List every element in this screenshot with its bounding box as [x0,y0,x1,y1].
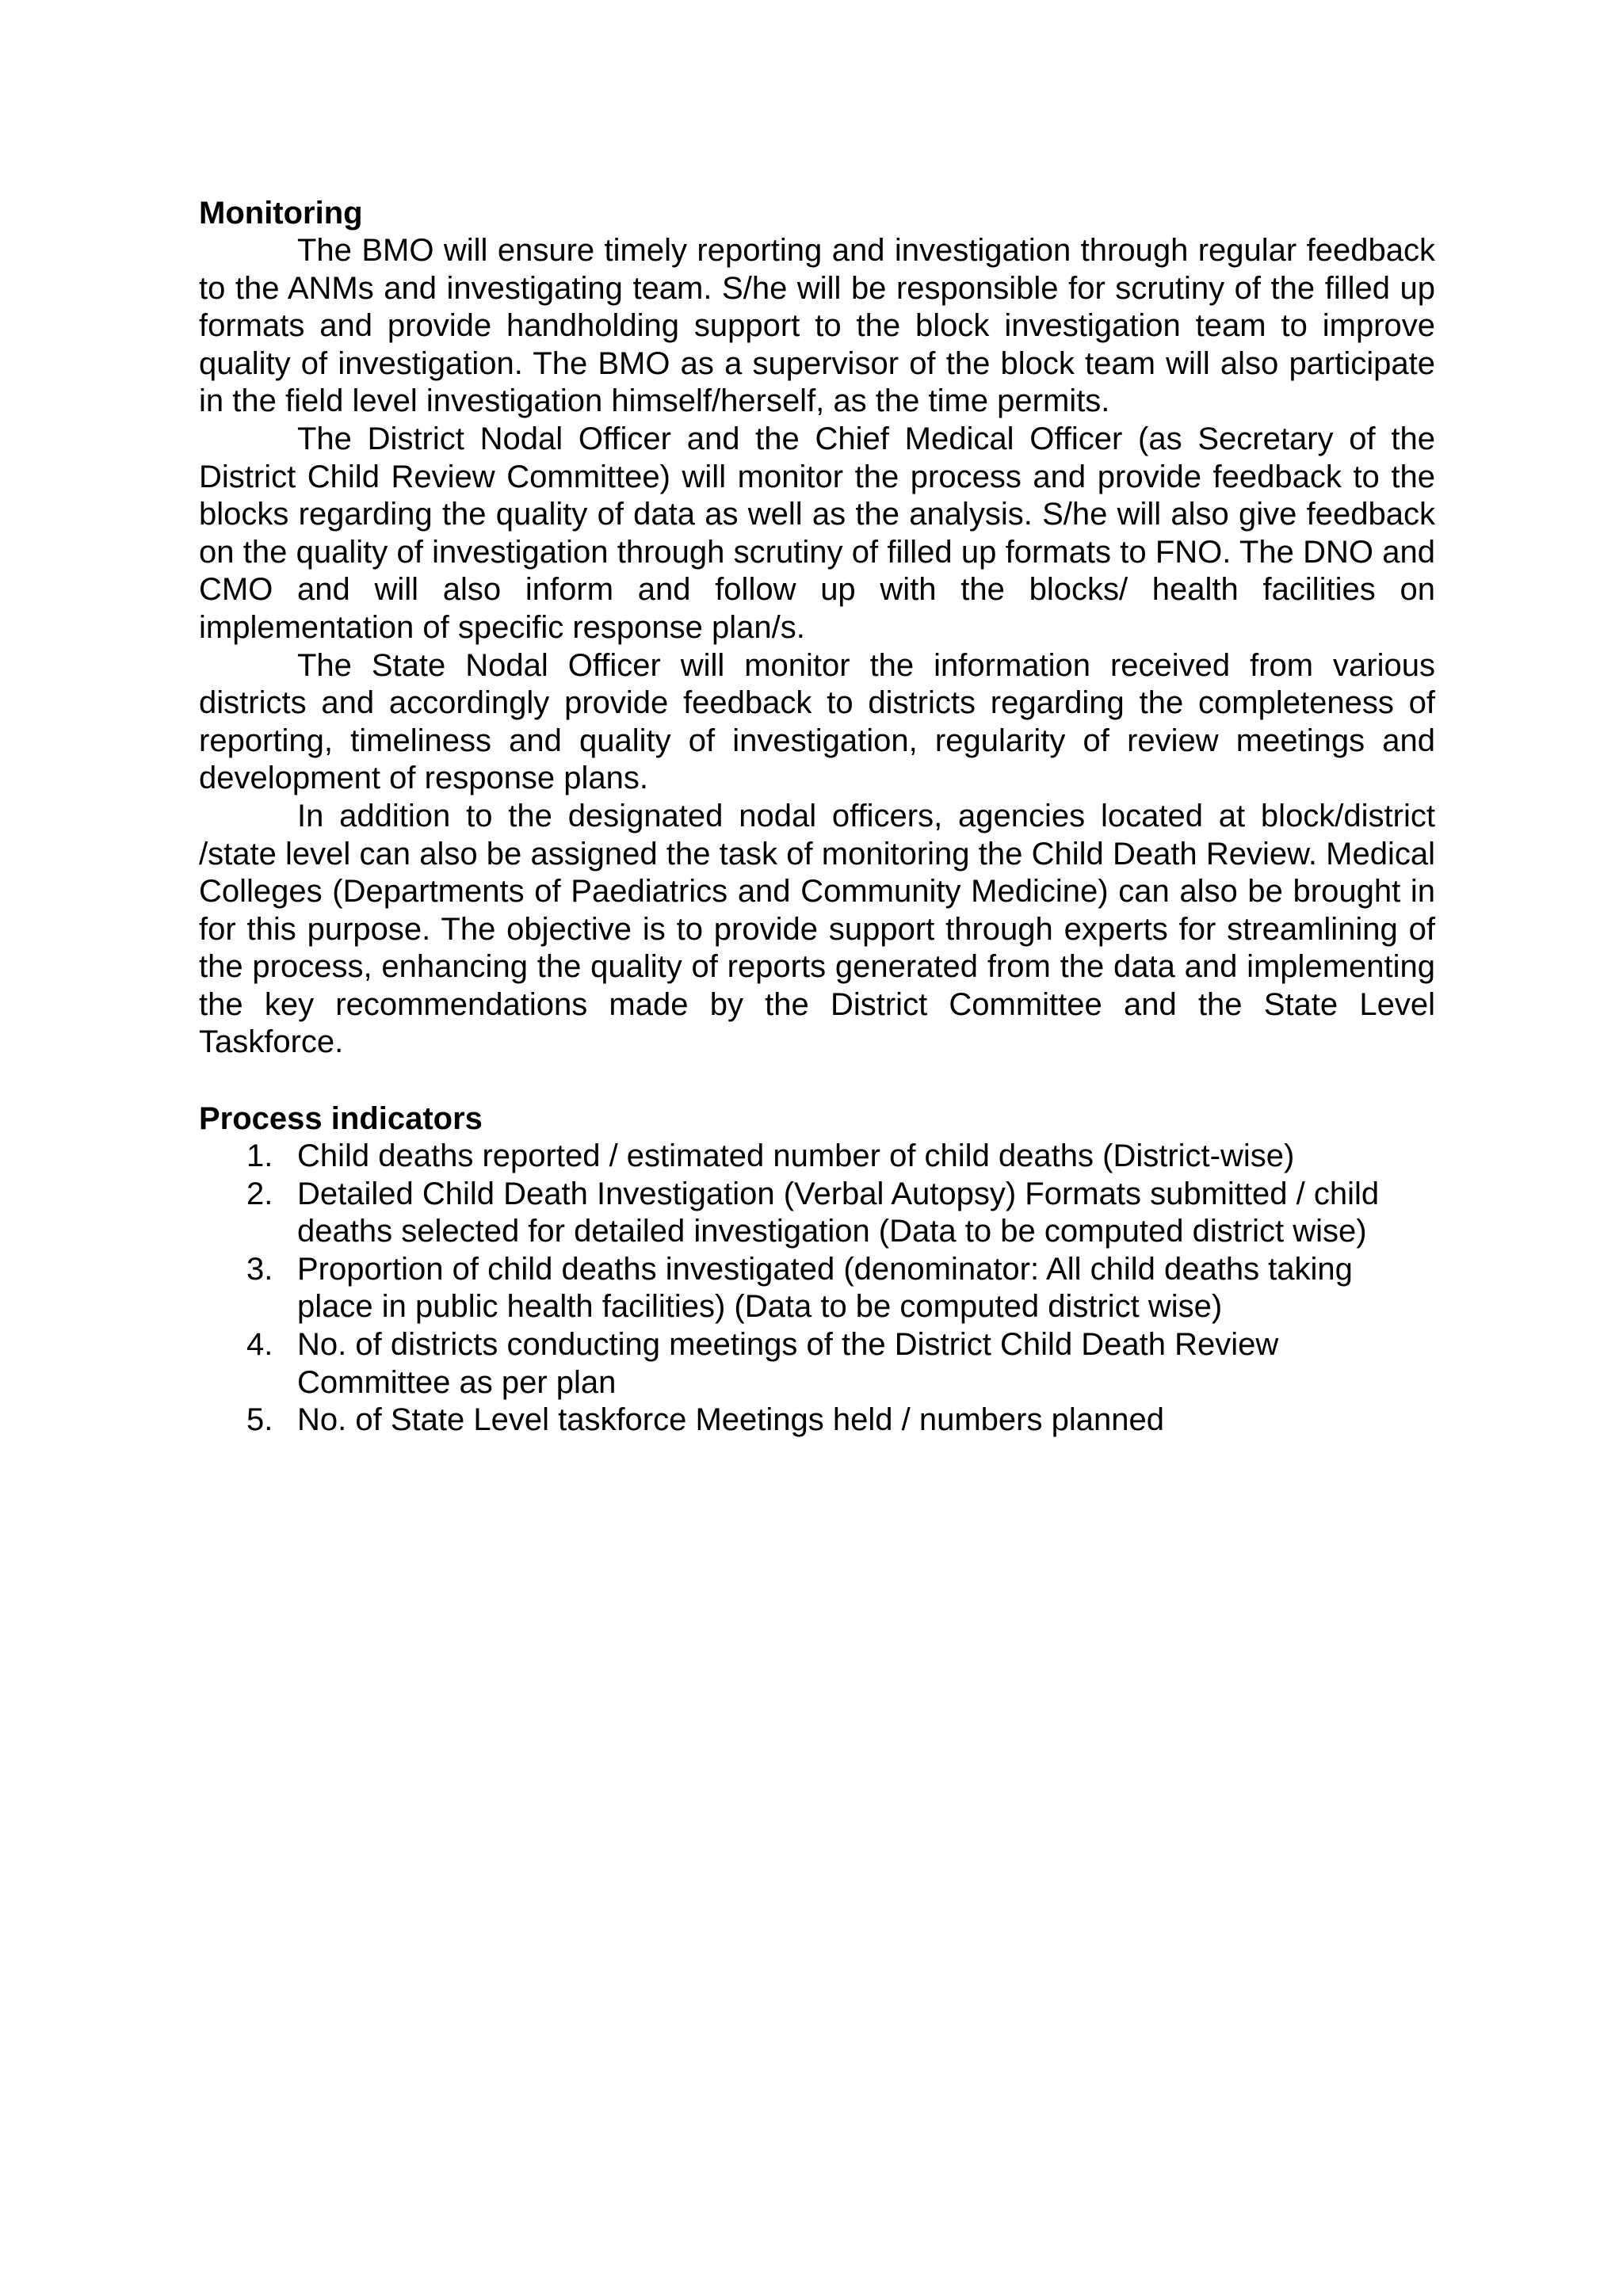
list-item-text: No. of State Level taskforce Meetings held / numbers planned [297,1402,1164,1438]
monitoring-paragraph-agencies: In addition to the designated nodal officers, agencies located at block/district /state level can also be assigned the task of monitoring the Child Death Review. Medical Colleges (Departments of Paediatrics and Community Medicine) can also be brought in for this purpose. The objective is to provide support through experts for streamlining of the process, enhancing the quality of reports generated from the data and implementing the key recommendations made by the District Committee and the State Level Taskforce. [199,798,1435,1060]
monitoring-paragraph-district: The District Nodal Officer and the Chief Medical Officer (as Secretary of the District Child Review Committee) will monitor the process and provide feedback to the blocks regarding the quality of data as well as the analysis. S/he will also give feedback on the quality of investigation through scrutiny of filled up formats to FNO. The DNO and CMO and will also inform and follow up with the blocks/ health facilities on implementation of specific response plan/s. [199,421,1435,645]
list-item [199,1326,1435,1402]
list-item-text: Child deaths reported / estimated number of child deaths (District-wise) [297,1138,1295,1174]
monitoring-heading: Monitoring [199,196,363,231]
monitoring-paragraph-bmo: The BMO will ensure timely reporting and investigation through regular feedback to the ANMs and investigating team. S/he will be responsible for scrutiny of the filled up formats and provide handholding support to the block investigation team to improve quality of investigation. The BMO as a supervisor of the block team will also participate in the field level investigation himself/herself, as the time permits. [199,233,1435,419]
monitoring-section [199,194,1435,1062]
document-page [199,194,1435,1440]
list-item [199,1138,1435,1176]
list-item-text: Proportion of child deaths investigated (denominator: All child deaths taking place in public health facilities) (Data to be computed district wise) [297,1251,1353,1325]
list-item-number: 1. [246,1138,273,1174]
list-item-number: 4. [246,1327,273,1363]
process-indicators-heading: Process indicators [199,1101,483,1137]
list-item [199,1176,1435,1251]
process-indicators-list [199,1138,1435,1440]
list-item-text: Detailed Child Death Investigation (Verbal Autopsy) Formats submitted / child deaths selected for detailed investigation (Data to be computed district wise) [297,1176,1380,1249]
list-item [199,1251,1435,1326]
section-spacer [199,1062,1435,1100]
list-item-number: 2. [246,1176,273,1211]
process-indicators-section [199,1100,1435,1440]
monitoring-paragraph-state: The State Nodal Officer will monitor the information received from various districts and accordingly provide feedback to districts regarding the completeness of reporting, timeliness and quality of investigation, regularity of review meetings and development of response plans. [199,647,1435,796]
list-item-number: 5. [246,1402,273,1438]
list-item [199,1402,1435,1440]
list-item-number: 3. [246,1251,273,1287]
list-item-text: No. of districts conducting meetings of the District Child Death Review Committee as per plan [297,1327,1279,1400]
